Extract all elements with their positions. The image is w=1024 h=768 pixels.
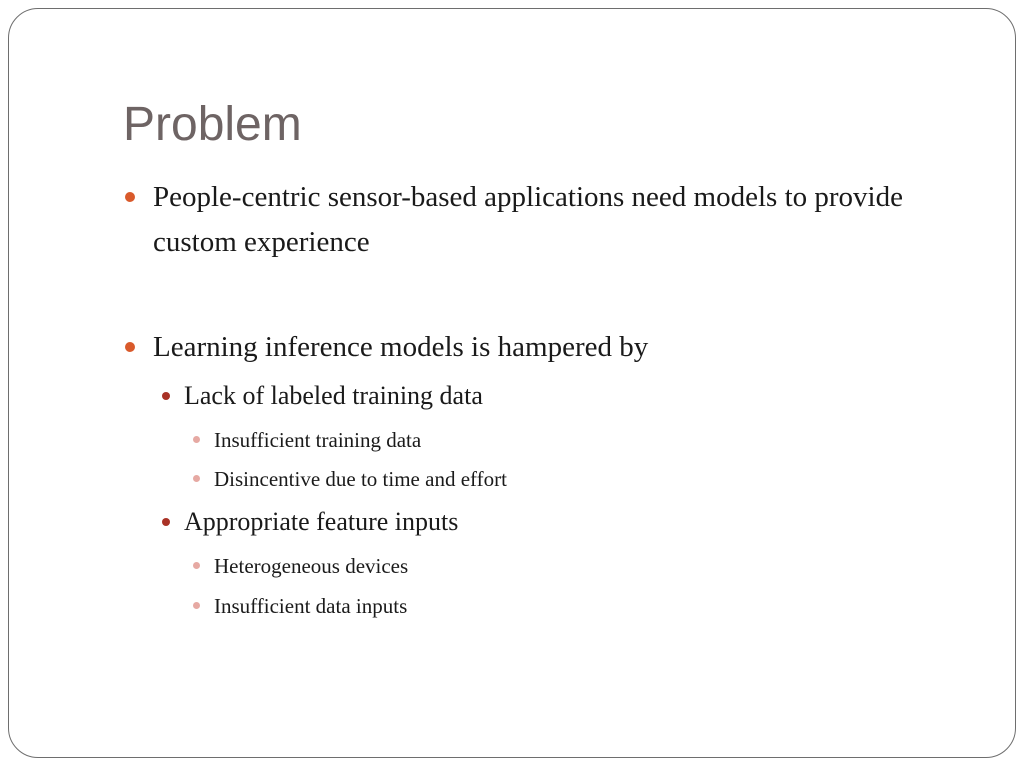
bullet-text: Learning inference models is hampered by (153, 331, 649, 363)
sub-bullet-item (184, 505, 904, 539)
sub-sub-bullet-item (214, 465, 914, 493)
bullet-dot-icon (162, 518, 170, 526)
bullet-dot-icon (193, 475, 200, 482)
sub-sub-bullet-text: Heterogeneous devices (214, 554, 409, 578)
bullet-dot-icon (193, 562, 200, 569)
bullet-item (153, 175, 933, 265)
bullet-dot-icon (125, 342, 135, 352)
sub-bullet-text: Appropriate feature inputs (184, 507, 459, 536)
sub-sub-bullet-item (214, 426, 914, 454)
sub-bullet-item (184, 379, 904, 413)
sub-sub-bullet-text: Insufficient training data (214, 428, 422, 452)
bullet-dot-icon (125, 192, 135, 202)
slide-frame (8, 8, 1016, 758)
bullet-dot-icon (193, 436, 200, 443)
slide-title: Problem (123, 98, 302, 151)
sub-sub-bullet-text: Insufficient data inputs (214, 594, 408, 618)
bullet-dot-icon (193, 602, 200, 609)
bullet-text: People-centric sensor-based applications need models to provide custom experience (153, 181, 903, 258)
bullet-item (153, 325, 933, 370)
sub-bullet-text: Lack of labeled training data (184, 381, 483, 410)
bullet-dot-icon (162, 392, 170, 400)
sub-sub-bullet-item (214, 552, 914, 580)
sub-sub-bullet-text: Disincentive due to time and effort (214, 467, 507, 491)
sub-sub-bullet-item (214, 592, 914, 620)
